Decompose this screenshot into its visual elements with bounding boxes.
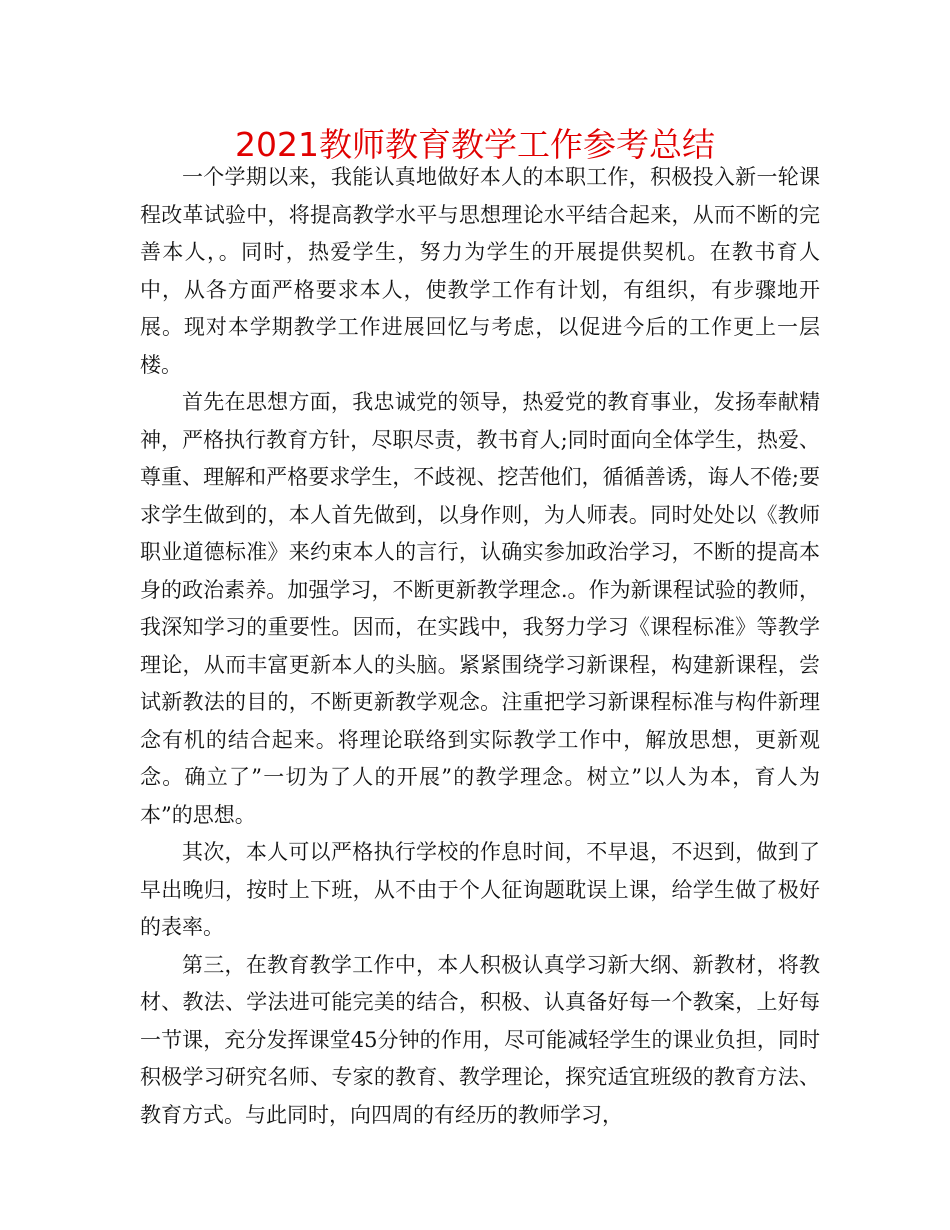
document-body: [140, 159, 820, 1134]
document-title: 2021教师教育教学工作参考总结: [235, 125, 715, 164]
paragraph-discipline: 其次，本人可以严格执行学校的作息时间，不早退，不迟到，做到了早出晚归，按时上下班，从不由于个人征询题耽误上课，给学生做了极好的表率。: [140, 840, 820, 939]
paragraph-ideology: 首先在思想方面，我忠诚党的领导，热爱党的教育事业，发扬奉献精神，严格执行教育方针，尽职尽责，教书育人;同时面向全体学生，热爱、尊重、理解和严格要求学生，不歧视、挖苦他们，循循善诱，诲人不倦;要求学生做到的，本人首先做到，以身作则，为人师表。同时处处以《教师职业道德标准》来约束本人的言行，认确实参加政治学习，不断的提高本身的政治素养。加强学习，不断更新教学理念.。作为新课程试验的教师，我深知学习的重要性。因而，在实践中，我努力学习《课程标准》等教学理论，从而丰富更新本人的头脑。紧紧围绕学习新课程，构建新课程，尝试新教法的目的，不断更新教学观念。注重把学习新课程标准与构件新理念有机的结合起来。将理论联络到实际教学工作中，解放思想，更新观念。确立了”一切为了人的开展”的教学理念。树立”以人为本，育人为本”的思想。: [140, 390, 820, 827]
paragraph-intro: 一个学期以来，我能认真地做好本人的本职工作，积极投入新一轮课程改革试验中，将提高教学水平与思想理论水平结合起来，从而不断的完善本人，。同时，热爱学生，努力为学生的开展提供契机。在教书育人中，从各方面严格要求本人，使教学工作有计划，有组织，有步骤地开展。现对本学期教学工作进展回忆与考虑，以促进今后的工作更上一层楼。: [140, 165, 820, 377]
paragraph-teaching: 第三，在教育教学工作中，本人积极认真学习新大纲、新教材，将教材、教法、学法进可能完美的结合，积极、认真备好每一个教案，上好每一节课，充分发挥课堂45分钟的作用，尽可能减轻学生的课业负担，同时积极学习研究名师、专家的教育、教学理论，探究适宜班级的教育方法、教育方式。与此同时，向四周的有经历的教师学习，: [140, 952, 820, 1127]
